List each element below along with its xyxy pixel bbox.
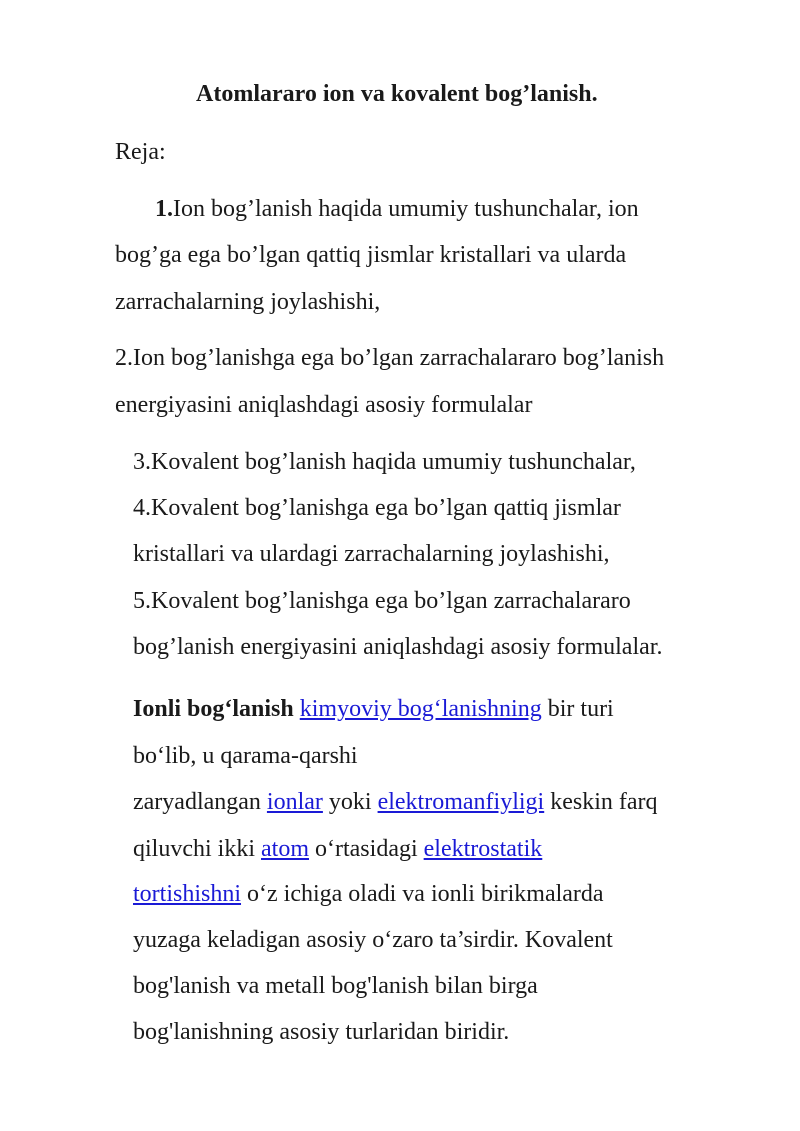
plan-item-4-line-2: kristallari va ulardagi zarrachalarning joylashishi, — [133, 541, 610, 567]
plan-item-1-line-2: bog’ga ega bo’lgan qattiq jismlar kristallari va ularda — [115, 242, 627, 268]
plan-item-4-line-1: 4.Kovalent bog’lanishga ega bo’lgan qattiq jismlar — [133, 495, 621, 521]
plan-item-2-line-2: energiyasini aniqlashdagi asosiy formulalar — [115, 392, 533, 418]
plan-item-5-line-1: 5.Kovalent bog’lanishga ega bo’lgan zarrachalararo — [133, 588, 631, 614]
link-attraction[interactable]: tortishishni — [133, 881, 242, 907]
plan-item-1-line-3: zarrachalarning joylashishi, — [115, 289, 381, 315]
paragraph-line-6: yuzaga keladigan asosiy o‘zaro ta’sirdir. Kovalent — [133, 927, 613, 953]
document-title: Atomlararo ion va kovalent bog’lanish. — [196, 81, 598, 107]
plan-label: Reja: — [115, 139, 166, 165]
paragraph-line-7: bog'lanish va metall bog'lanish bilan birga — [133, 973, 538, 999]
paragraph-line-1 — [133, 695, 614, 723]
paragraph-text: keskin farq — [544, 789, 658, 815]
term-ionic-bond: Ionli bog‘lanish — [133, 696, 294, 722]
plan-item-2-line-1: 2.Ion bog’lanishga ega bo’lgan zarrachalararo bog’lanish — [115, 345, 665, 371]
paragraph-text: o‘rtasidagi — [309, 836, 424, 862]
paragraph-line-5 — [133, 880, 604, 908]
plan-item-5-line-2: bog’lanish energiyasini aniqlashdagi asosiy formulalar. — [133, 634, 663, 660]
plan-item-1-text: Ion bog’lanish haqida umumiy tushunchalar, ion — [173, 196, 639, 222]
paragraph-line-3 — [133, 788, 658, 816]
paragraph-line-2: bo‘lib, u qarama-qarshi — [133, 743, 358, 769]
link-electronegativity[interactable]: elektromanfiyligi — [377, 789, 545, 815]
link-ions[interactable]: ionlar — [266, 789, 323, 815]
paragraph-text: zaryadlangan — [133, 789, 267, 815]
plan-item-3-line-1: 3.Kovalent bog’lanish haqida umumiy tushunchalar, — [133, 449, 636, 475]
link-chemical-bond[interactable]: kimyoviy bog‘lanishning — [299, 696, 542, 722]
paragraph-line-8: bog'lanishning asosiy turlaridan biridir. — [133, 1019, 510, 1045]
paragraph-text: bir turi — [541, 696, 614, 722]
paragraph-text: o‘z ichiga oladi va ionli birikmalarda — [241, 881, 604, 907]
link-atom[interactable]: atom — [261, 836, 309, 862]
plan-item-1-number: 1. — [155, 196, 173, 222]
paragraph-text: qiluvchi ikki — [133, 836, 261, 862]
paragraph-text: yoki — [322, 789, 378, 815]
paragraph-line-4 — [133, 835, 542, 863]
plan-item-1-line-1 — [155, 195, 639, 223]
link-electrostatic[interactable]: elektrostatik — [423, 836, 543, 862]
